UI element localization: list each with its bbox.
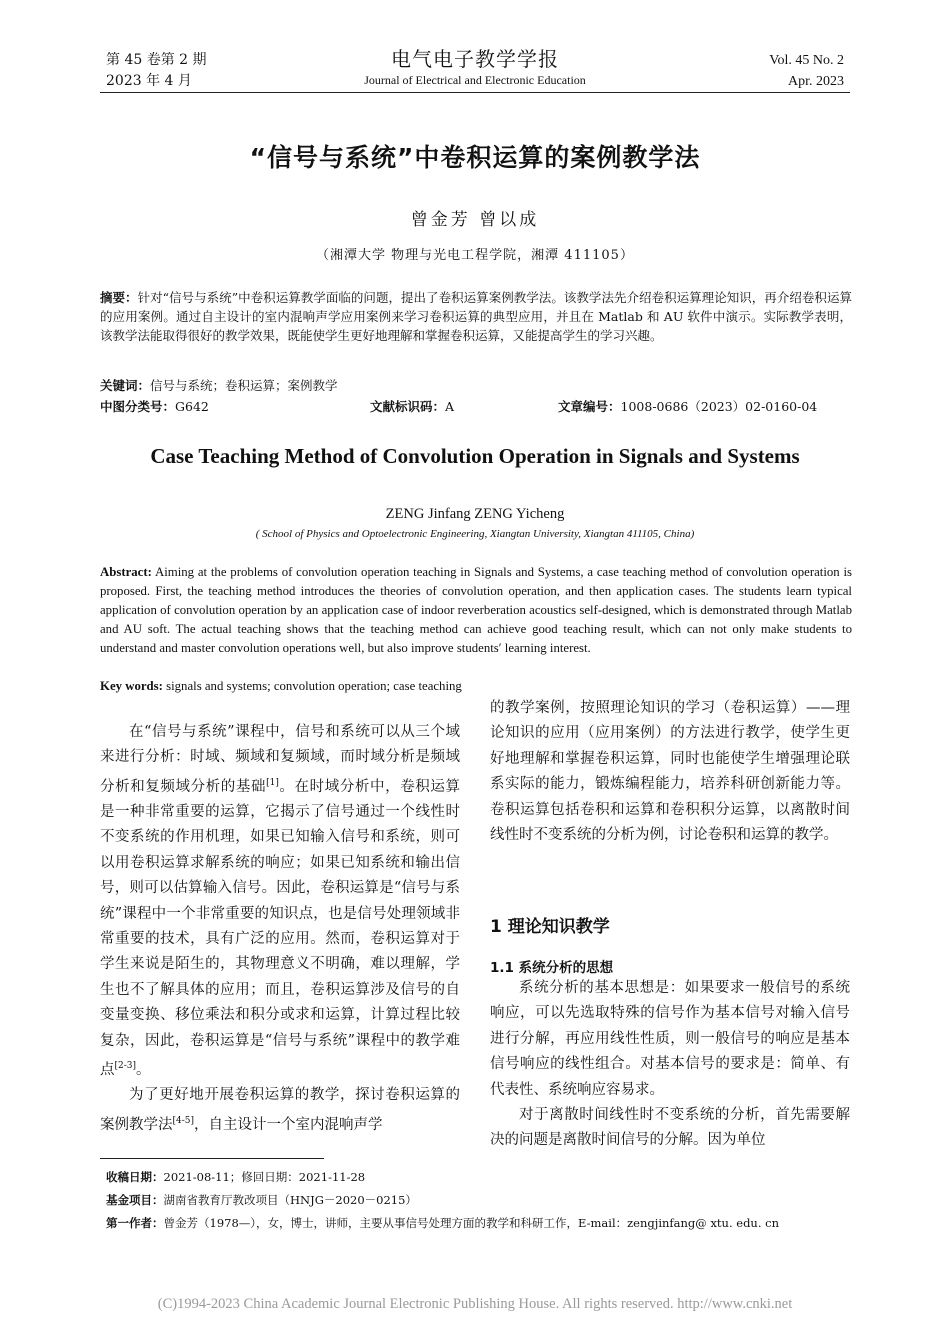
document-code bbox=[370, 397, 454, 416]
paper-title-cn: “信号与系统”中卷积运算的案例教学法 bbox=[249, 143, 701, 172]
citation: [1] bbox=[266, 777, 279, 788]
journal-name-cn: 电气电子教学学报 bbox=[391, 47, 559, 71]
journal-name-en: Journal of Electrical and Electronic Education bbox=[364, 73, 586, 87]
affiliation-en: ( School of Physics and Optoelectronic Engineering, Xiangtan University, Xiangtan 411105, China) bbox=[255, 528, 695, 540]
keywords-cn-text: 信号与系统；卷积运算；案例教学 bbox=[150, 378, 338, 393]
footnote-divider bbox=[100, 1158, 324, 1159]
volume-en: Vol. 45 No. 2 bbox=[769, 53, 844, 68]
footnote-text: 湖南省教育厅教改项目（HNJG－2020－0215） bbox=[163, 1193, 417, 1207]
footnote-fund bbox=[106, 1191, 417, 1209]
body-right-column-2 bbox=[490, 976, 850, 1154]
article-number bbox=[558, 397, 817, 416]
doc-code-text: A bbox=[445, 399, 455, 414]
date-en: Apr. 2023 bbox=[788, 74, 844, 89]
clc-number bbox=[100, 397, 209, 416]
abstract-en bbox=[100, 563, 852, 658]
header-divider bbox=[100, 92, 850, 93]
article-no-text: 1008-0686（2023）02-0160-04 bbox=[620, 399, 818, 414]
clc-label: 中图分类号： bbox=[100, 399, 176, 414]
authors-cn: 曾金芳 曾以成 bbox=[410, 210, 540, 230]
abstract-en-text: Aiming at the problems of convolution operation teaching in Signals and Systems, a case teaching method of convolution operation is proposed. First, the teaching method introduces the theories of convolution operation, and then application cases. The students learn typical application of convolution operation by an application case of indoor reverberation acoustics self-designed, which is demonstrated through Matlab and AU soft. The actual teaching shows that the teaching method can achieve good teaching result, which can not only make students to understand and master convolution operations well, but also improve students′ learning interest. bbox=[100, 565, 852, 655]
footnote-text: 曾金芳（1978—），女，博士，讲师，主要从事信号处理方面的教学和科研工作，E-mail：zengjinfang@ xtu. edu. cn bbox=[163, 1216, 779, 1230]
body-text: ，自主设计一个室内混响声学 bbox=[194, 1116, 383, 1133]
citation: [4-5] bbox=[172, 1115, 195, 1126]
keywords-cn-label: 关键词： bbox=[100, 378, 151, 393]
affiliation-cn: （湘潭大学 物理与光电工程学院，湘潭 411105） bbox=[316, 248, 634, 263]
keywords-en-text: signals and systems; convolution operation; case teaching bbox=[162, 679, 462, 693]
authors-en: ZENG Jinfang ZENG Yicheng bbox=[385, 506, 565, 522]
abstract-cn-label: 摘要： bbox=[100, 290, 138, 305]
body-paragraph: 的教学案例，按照理论知识的学习（卷积运算）——理论知识的应用（应用案例）的方法进行教学，使学生更好地理解和掌握卷积运算，同时也能使学生增强理论联系实际的能力，锻炼编程能力，培养科研创新能力等。卷积运算包括卷积和运算和卷积积分运算，以离散时间线性时不变系统的分析为例，讨论卷积和运算的教学。 bbox=[490, 700, 850, 844]
article-no-label: 文章编号： bbox=[558, 399, 621, 414]
subsection-heading: 1.1 系统分析的思想 bbox=[490, 960, 614, 976]
footnote-label: 基金项目： bbox=[106, 1193, 164, 1207]
footnote-received bbox=[106, 1168, 365, 1186]
body-text: 在“信号与系统”课程中，信号和系统可以从三个域来进行分析：时域、频域和复频域，而时域分析是频域分析和复频域分析的基础 bbox=[100, 724, 460, 795]
paper-title-en: Case Teaching Method of Convolution Operation in Signals and Systems bbox=[150, 444, 800, 468]
copyright-watermark: (C)1994-2023 China Academic Journal Electronic Publishing House. All rights reserved. http://www.cnki.net bbox=[157, 1296, 793, 1312]
clc-text: G642 bbox=[175, 399, 209, 414]
citation: [2-3] bbox=[114, 1061, 137, 1072]
body-paragraph: 系统分析的基本思想是：如果要求一般信号的系统响应，可以先选取特殊的信号作为基本信号对输入信号进行分解，再应用线性性质，则一般信号的响应是基本信号响应的线性组合。对基本信号的要求是：简单、有代表性、系统响应容易求。 bbox=[490, 980, 850, 1098]
footnote-label: 收稿日期： bbox=[106, 1170, 164, 1184]
footnote-text: 2021-08-11；修回日期：2021-11-28 bbox=[163, 1170, 366, 1184]
footnote-author bbox=[106, 1214, 779, 1232]
body-paragraph bbox=[100, 720, 460, 1083]
keywords-en-label: Key words: bbox=[100, 679, 163, 693]
body-text: 为了更好地开展卷积运算的教学，探讨卷积运算的案例教学法 bbox=[100, 1087, 460, 1133]
header-volume-en bbox=[769, 50, 844, 92]
doc-code-label: 文献标识码： bbox=[370, 399, 446, 414]
body-paragraph: 对于离散时间线性时不变系统的分析，首先需要解决的问题是离散时间信号的分解。因为单位 bbox=[490, 1107, 850, 1149]
abstract-en-label: Abstract: bbox=[100, 565, 152, 579]
abstract-cn-text: 针对“信号与系统”中卷积运算教学面临的问题，提出了卷积运算案例教学法。该教学法先介绍卷积运算理论知识，再介绍卷积运算的应用案例。通过自主设计的室内混响声学应用案例来学习卷积运算的典型应用，并且在 Matlab 和 AU 软件中演示。实际教学表明，该教学法能取得很好的教学效果，既能使学生更好地理解和掌握卷积运算，又能提高学生的学习兴趣。 bbox=[100, 290, 852, 343]
body-right-column bbox=[490, 696, 850, 848]
abstract-cn bbox=[100, 288, 852, 345]
body-text: 。 bbox=[136, 1061, 151, 1078]
keywords-en bbox=[100, 677, 462, 696]
footnote-label: 第一作者： bbox=[106, 1216, 164, 1230]
date-cn: 2023 年 4 月 bbox=[106, 73, 192, 89]
volume-cn: 第 45 卷第 2 期 bbox=[106, 52, 207, 68]
section-heading: 1 理论知识教学 bbox=[490, 917, 610, 937]
keywords-cn bbox=[100, 376, 338, 395]
body-left-column bbox=[100, 720, 460, 1138]
body-paragraph bbox=[100, 1083, 460, 1138]
body-text: 。在时域分析中，卷积运算是一种非常重要的运算，它揭示了信号通过一个线性时不变系统的作用机理，如果已知输入信号和系统，则可以用卷积运算求解系统的响应；如果已知系统和输出信号，则可以估算输入信号。因此，卷积运算是“信号与系统”课程中一个非常重要的知识点，也是信号处理领域非常重要的技术，具有广泛的应用。然而，卷积运算对于学生来说是陌生的，其物理意义不明确，难以理解，学生也不了解具体的应用；而且，卷积运算涉及信号的自变量变换、移位乘法和积分或求和运算，计算过程比较复杂，因此，卷积运算是“信号与系统”课程中的教学难点 bbox=[100, 778, 461, 1078]
